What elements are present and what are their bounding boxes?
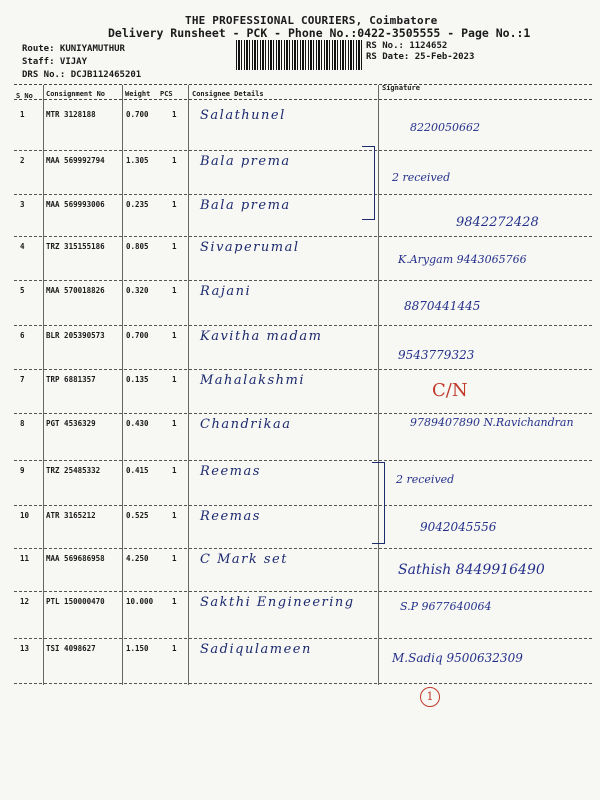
col-signature: Signature [382, 84, 420, 92]
row-consignment-no: MAA 570018826 [46, 286, 105, 295]
row-consignee: Sivaperumal [200, 240, 300, 255]
col-divider [43, 85, 44, 685]
row-consignee: C Mark set [200, 552, 288, 567]
row-consignee: Reemas [200, 509, 261, 524]
row-pcs: 1 [172, 156, 177, 165]
row-consignment-no: TRZ 25485332 [46, 466, 101, 475]
table-top-rule [14, 84, 592, 85]
row-pcs: 1 [172, 511, 177, 520]
row-consignment-no: TRP 6881357 [46, 375, 96, 384]
company-title: THE PROFESSIONAL COURIERS, Coimbatore [185, 14, 438, 27]
row-weight: 0.135 [126, 375, 149, 384]
col-consignee: Consignee Details [192, 90, 264, 98]
row-signature: M.Sadiq 9500632309 [392, 651, 523, 665]
row-signature: 9543779323 [398, 348, 475, 362]
row-consignment-no: PGT 4536329 [46, 419, 96, 428]
row-signature: Sathish 8449916490 [398, 562, 545, 578]
row-signature: 9789407890 N.Ravichandran [410, 416, 574, 429]
rs-number: RS No.: 1124652 [366, 41, 448, 51]
row-sno: 12 [20, 597, 30, 606]
row-pcs: 1 [172, 554, 177, 563]
row-sno: 1 [20, 110, 25, 119]
runsheet-title: Delivery Runsheet - PCK - Phone No.:0422-3505555 - Page No.:1 [108, 26, 531, 40]
row-weight: 0.525 [126, 511, 149, 520]
row-sno: 9 [20, 466, 25, 475]
row-sno: 13 [20, 644, 30, 653]
row-sno: 3 [20, 200, 25, 209]
row-consignee: Salathunel [200, 108, 286, 123]
row-divider [14, 683, 592, 684]
col-pcs: PCS [160, 90, 173, 98]
row-consignee: Sakthi Engineering [200, 595, 355, 610]
row-consignment-no: TSI 4098627 [46, 644, 96, 653]
row-sno: 8 [20, 419, 25, 428]
row-weight: 0.700 [126, 110, 149, 119]
row-signature: 2 received [392, 171, 451, 184]
row-consignment-no: BLR 205390573 [46, 331, 105, 340]
row-consignment-no: TRZ 315155186 [46, 242, 105, 251]
barcode [236, 40, 364, 70]
drs-number: DRS No.: DCJB112465201 [22, 70, 142, 80]
row-signature: S.P 9677640064 [400, 600, 492, 613]
row-divider [14, 369, 592, 370]
row-divider [14, 591, 592, 592]
row-divider [14, 280, 592, 281]
row-pcs: 1 [172, 200, 177, 209]
row-weight: 0.700 [126, 331, 149, 340]
row-consignment-no: ATR 3165212 [46, 511, 96, 520]
row-divider [14, 638, 592, 639]
col-weight: Weight [125, 90, 151, 98]
row-consignee: Reemas [200, 464, 261, 479]
rs-date: RS Date: 25-Feb-2023 [366, 52, 475, 62]
row-consignee: Chandrikaa [200, 417, 292, 432]
row-consignment-no: MTR 3128188 [46, 110, 96, 119]
row-consignee: Rajani [200, 284, 252, 299]
row-sno: 5 [20, 286, 25, 295]
row-sno: 11 [20, 554, 30, 563]
row-divider [14, 236, 592, 237]
row-signature: 8870441445 [404, 299, 481, 313]
row-sno: 6 [20, 331, 25, 340]
row-sno: 4 [20, 242, 25, 251]
row-weight: 0.235 [126, 200, 149, 209]
row-signature: 8220050662 [410, 121, 480, 134]
row-sno: 7 [20, 375, 25, 384]
row-divider [14, 505, 592, 506]
group-bracket [372, 462, 385, 544]
row-consignee: Mahalakshmi [200, 373, 305, 388]
row-weight: 0.430 [126, 419, 149, 428]
row-divider [14, 194, 592, 195]
row-consignee: Bala prema [200, 154, 291, 169]
table-header-rule [14, 99, 592, 100]
col-divider [122, 85, 123, 685]
row-divider [14, 150, 592, 151]
row-sno: 10 [20, 511, 30, 520]
row-pcs: 1 [172, 331, 177, 340]
row-pcs: 1 [172, 286, 177, 295]
row-weight: 0.320 [126, 286, 149, 295]
row-divider [14, 548, 592, 549]
col-sno: S No [16, 92, 33, 100]
row-consignment-no: PTL 150000470 [46, 597, 105, 606]
row-signature: C/N [432, 380, 468, 401]
staff-label: Staff: VIJAY [22, 57, 88, 67]
col-divider [378, 85, 379, 685]
row-pcs: 1 [172, 466, 177, 475]
row-pcs: 1 [172, 419, 177, 428]
row-signature: K.Arygam 9443065766 [398, 253, 527, 266]
row-pcs: 1 [172, 242, 177, 251]
row-pcs: 1 [172, 597, 177, 606]
row-pcs: 1 [172, 375, 177, 384]
row-divider [14, 413, 592, 414]
row-consignment-no: MAA 569686958 [46, 554, 105, 563]
col-consignment: Consignment No [46, 90, 106, 98]
row-consignee: Sadiqulameen [200, 642, 312, 657]
footer-mark: 1 [420, 687, 440, 707]
row-consignee: Kavitha madam [200, 329, 323, 344]
group-bracket [362, 146, 375, 220]
row-weight: 1.305 [126, 156, 149, 165]
row-consignee: Bala prema [200, 198, 291, 213]
row-signature: 9042045556 [420, 520, 497, 534]
row-consignment-no: MAA 569993006 [46, 200, 105, 209]
row-pcs: 1 [172, 644, 177, 653]
row-weight: 10.000 [126, 597, 154, 606]
route-label: Route: KUNIYAMUTHUR [22, 44, 125, 54]
row-sno: 2 [20, 156, 25, 165]
row-signature: 9842272428 [456, 215, 539, 230]
col-divider [188, 85, 189, 685]
row-weight: 0.805 [126, 242, 149, 251]
row-weight: 1.150 [126, 644, 149, 653]
row-divider [14, 460, 592, 461]
row-divider [14, 325, 592, 326]
row-consignment-no: MAA 569992794 [46, 156, 105, 165]
row-weight: 4.250 [126, 554, 149, 563]
row-weight: 0.415 [126, 466, 149, 475]
row-pcs: 1 [172, 110, 177, 119]
row-signature: 2 received [396, 473, 455, 486]
